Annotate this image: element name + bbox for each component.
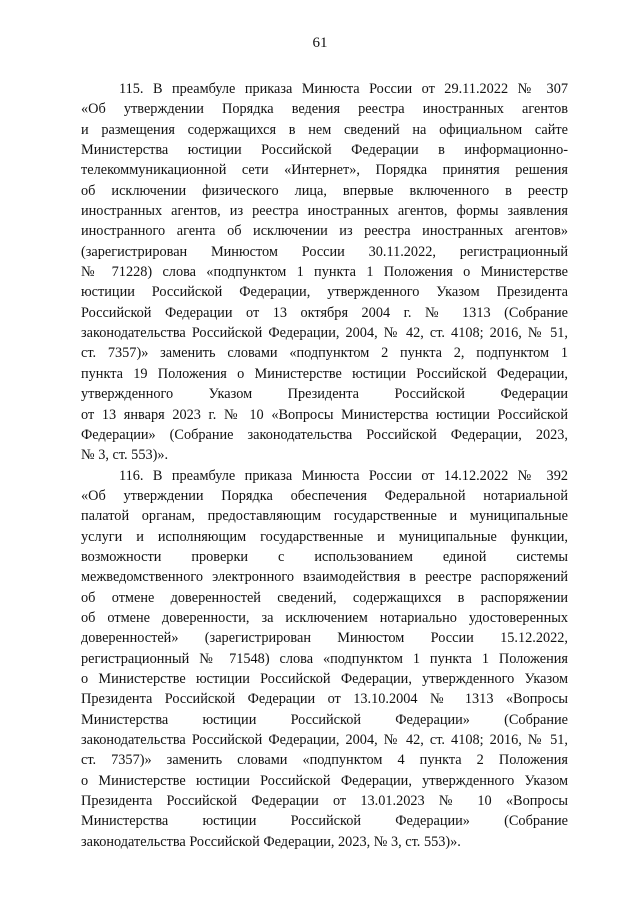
text-line: о Министерстве юстиции Российской Федерации, утвержденного Указом (81, 670, 568, 687)
text-line: № 71228) слова «подпунктом 1 пункта 1 Положения о Министерстве (81, 264, 568, 281)
paragraph (81, 466, 568, 853)
text-line: межведомственного электронного взаимодействия в реестре распоряжений (81, 569, 568, 586)
text-line: доверенностей» (зарегистрирован Минюстом России 15.12.2022, (81, 630, 568, 647)
text-line: 115. В преамбуле приказа Минюста России от 29.11.2022 № 307 (119, 81, 568, 97)
text-line: № 3, ст. 553)». (81, 447, 169, 464)
page-number: 61 (312, 35, 328, 51)
text-line: возможности проверки с использованием единой системы (81, 548, 568, 565)
text-line: иностранного агента об исключении из реестра иностранных агентов» (81, 223, 568, 240)
document-body (81, 79, 568, 852)
text-line: (зарегистрирован Минюстом России 30.11.2022, регистрационный (81, 243, 568, 260)
text-line: законодательства Российской Федерации, 2004, № 42, ст. 4108; 2016, № 51, (81, 325, 568, 342)
text-line: «Об утверждении Порядка обеспечения Федеральной нотариальной (81, 487, 568, 504)
text-line: Министерства юстиции Российской Федерации» (Собрание (81, 711, 568, 728)
text-line: телекоммуникационной сети «Интернет», Порядка принятия решения (81, 162, 568, 179)
text-line: палатой органам, предоставляющим государственные и муниципальные (81, 508, 568, 525)
text-line: о Министерстве юстиции Российской Федерации, утвержденного Указом (81, 772, 568, 789)
text-line: законодательства Российской Федерации, 2023, № 3, ст. 553)». (81, 833, 461, 850)
text-line: иностранных агентов, из реестра иностранных агентов, формы заявления (81, 203, 568, 220)
text-line: Президента Российской Федерации от 13.01.2023 № 10 «Вопросы (81, 793, 568, 810)
text-line: Федерации» (Собрание законодательства Российской Федерации, 2023, (81, 426, 568, 443)
text-line: законодательства Российской Федерации, 2004, № 42, ст. 4108; 2016, № 51, (81, 732, 568, 748)
text-line: 116. В преамбуле приказа Минюста России от 14.12.2022 № 392 (119, 467, 568, 484)
text-line: об отмене доверенности, за исключением нотариально удостоверенных (81, 609, 568, 626)
text-line: об отмене доверенностей сведений, содержащихся в распоряжении (81, 589, 568, 606)
text-line: услуги и исполняющим государственные и муниципальные функции, (81, 528, 568, 545)
text-line: регистрационный № 71548) слова «подпунктом 1 пункта 1 Положения (81, 650, 568, 667)
text-line: от 13 января 2023 г. № 10 «Вопросы Министерства юстиции Российской (81, 406, 568, 423)
text-line: Российской Федерации от 13 октября 2004 г. № 1313 (Собрание (81, 304, 568, 321)
text-line: ст. 7357)» заменить словами «подпунктом 2 пункта 2, подпунктом 1 (81, 345, 568, 362)
text-line: утвержденного Указом Президента Российской Федерации (81, 386, 568, 403)
text-line: и размещения содержащихся в нем сведений на официальном сайте (81, 121, 568, 138)
text-line: ст. 7357)» заменить словами «подпунктом 4 пункта 2 Положения (81, 752, 568, 769)
text-line: Министерства юстиции Российской Федерации в информационно- (81, 142, 568, 159)
text-line: «Об утверждении Порядка ведения реестра иностранных агентов (81, 101, 568, 118)
text-line: пункта 19 Положения о Министерстве юстиции Российской Федерации, (81, 365, 568, 382)
text-line: юстиции Российской Федерации, утвержденного Указом Президента (81, 284, 568, 301)
text-line: об исключении физического лица, впервые включенного в реестр (81, 182, 568, 199)
text-line: Президента Российской Федерации от 13.10.2004 № 1313 «Вопросы (81, 691, 568, 708)
paragraph (81, 79, 568, 466)
text-line: Министерства юстиции Российской Федерации» (Собрание (81, 813, 568, 830)
